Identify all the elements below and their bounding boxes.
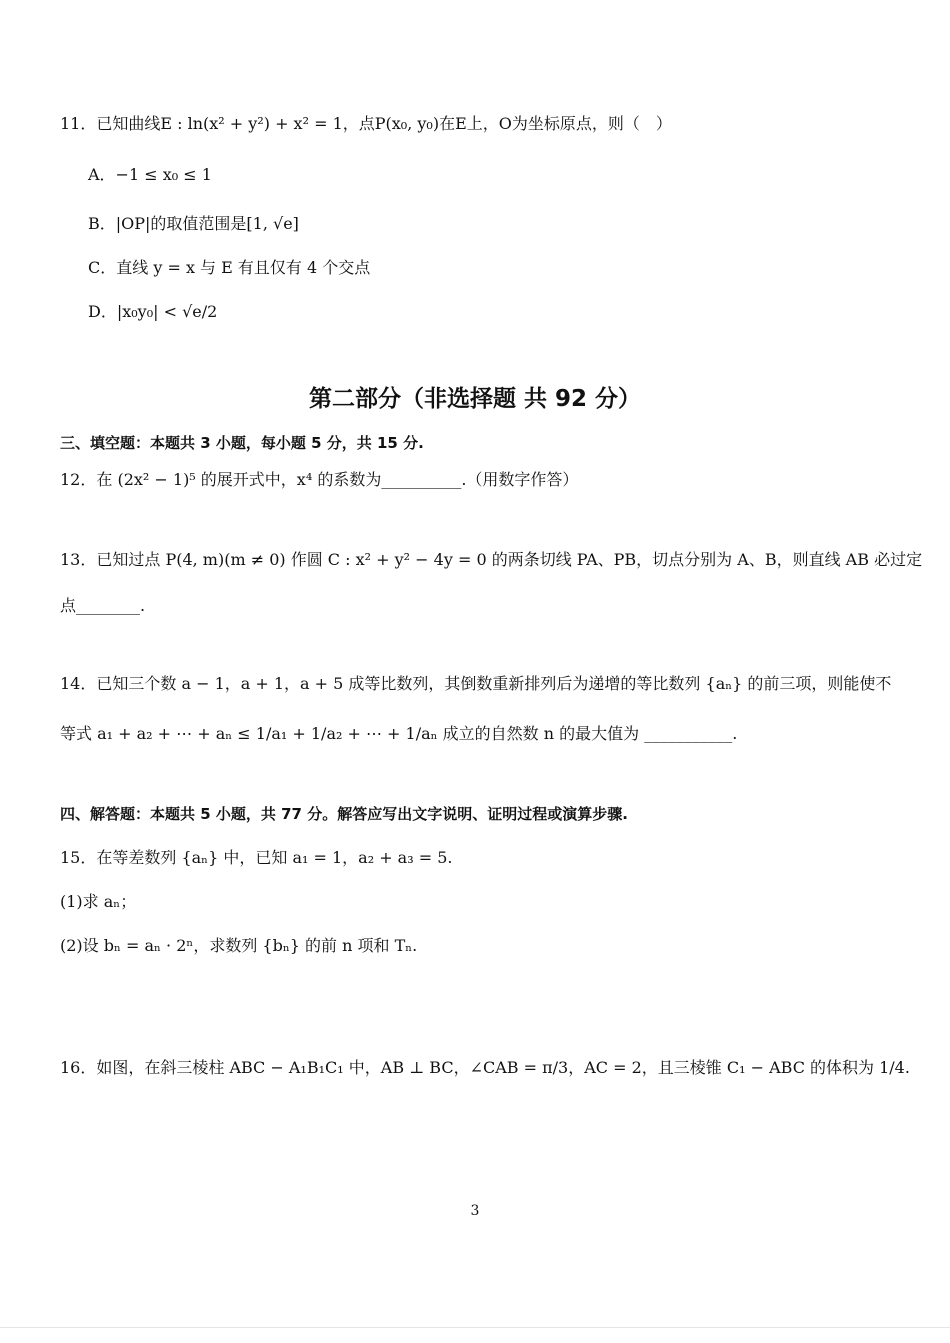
- page-bottom-edge: [0, 1327, 950, 1328]
- question-11-option-d: D．|x₀y₀| < √e/2: [88, 302, 218, 321]
- question-11-option-a: A．−1 ≤ x₀ ≤ 1: [88, 165, 212, 184]
- question-15: 15．在等差数列 {aₙ} 中，已知 a₁ = 1，a₂ + a₃ = 5.: [60, 848, 453, 867]
- section-3-heading: 三、填空题：本题共 3 小题，每小题 5 分，共 15 分.: [60, 434, 424, 452]
- question-11-option-c: C．直线 y = x 与 E 有且仅有 4 个交点: [88, 258, 371, 277]
- question-12: 12．在 (2x² − 1)⁵ 的展开式中，x⁴ 的系数为__________.（用数字作答）: [60, 470, 579, 489]
- question-15-part-2: (2)设 bₙ = aₙ · 2ⁿ，求数列 {bₙ} 的前 n 项和 Tₙ.: [60, 936, 418, 955]
- question-11-option-b: B．|OP|的取值范围是[1, √e]: [88, 214, 299, 233]
- question-14-line-1: 14．已知三个数 a − 1，a + 1，a + 5 成等比数列，其倒数重新排列后为递增的等比数列 {aₙ} 的前三项，则能使不: [60, 674, 892, 693]
- question-15-part-1: (1)求 aₙ；: [60, 892, 137, 911]
- page-number: 3: [470, 1203, 480, 1219]
- question-16: 16．如图，在斜三棱柱 ABC − A₁B₁C₁ 中，AB ⊥ BC，∠CAB = π/3，AC = 2，且三棱锥 C₁ − ABC 的体积为 1/4.: [60, 1058, 910, 1077]
- question-14-line-2: 等式 a₁ + a₂ + ⋯ + aₙ ≤ 1/a₁ + 1/a₂ + ⋯ + 1/aₙ 成立的自然数 n 的最大值为 ___________.: [60, 724, 738, 743]
- question-13-line-2: 点________.: [60, 596, 146, 615]
- question-13-line-1: 13．已知过点 P(4, m)(m ≠ 0) 作圆 C : x² + y² − 4y = 0 的两条切线 PA、PB，切点分别为 A、B，则直线 AB 必过定: [60, 550, 923, 569]
- part-two-title: 第二部分（非选择题 共 92 分）: [308, 386, 642, 412]
- question-11-stem: 11．已知曲线E : ln(x² + y²) + x² = 1，点P(x₀, y₀)在E上，O为坐标原点，则（ ）: [60, 114, 672, 133]
- section-4-heading: 四、解答题：本题共 5 小题，共 77 分。解答应写出文字说明、证明过程或演算步骤.: [60, 805, 628, 823]
